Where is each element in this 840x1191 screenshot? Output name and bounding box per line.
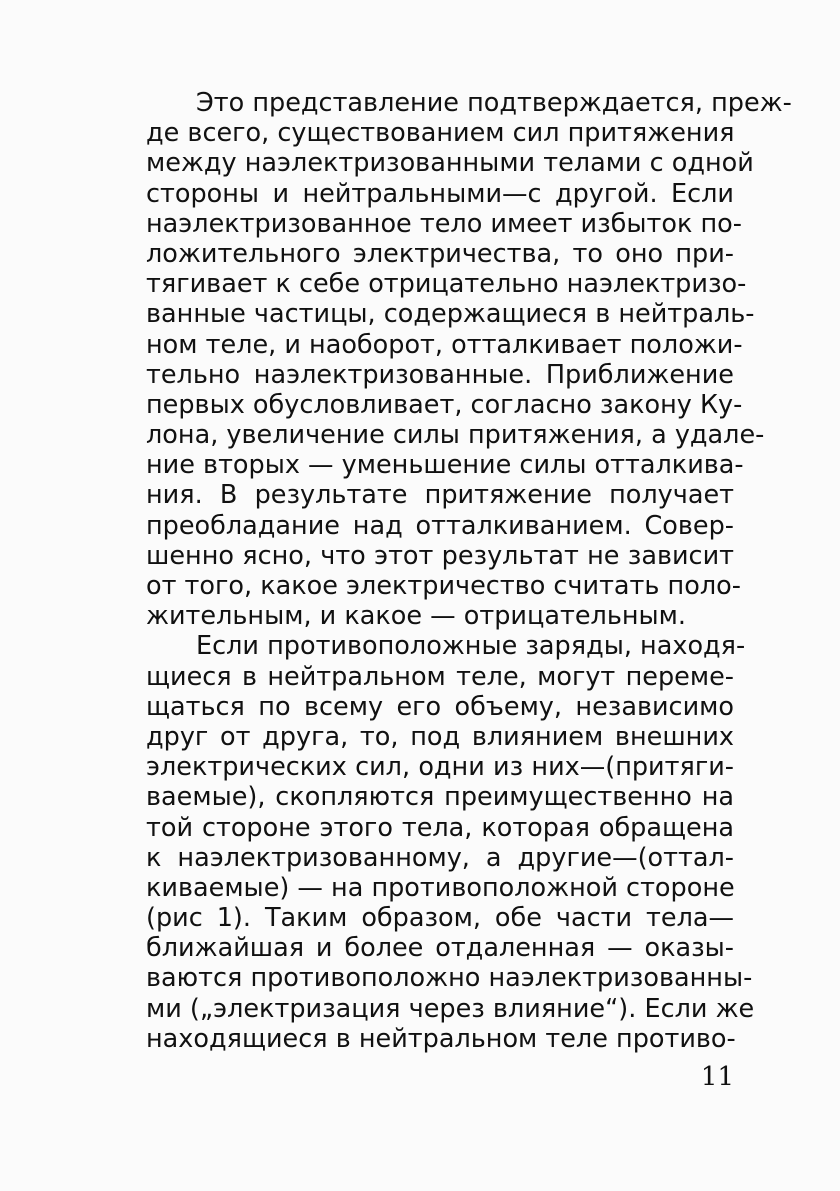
text-line: (рис 1). Таким образом, обе части тела— [146, 903, 734, 934]
text-line: ванные частицы, содержащиеся в нейтраль- [146, 299, 755, 330]
text-line: между наэлектризованными телами с одной [146, 148, 754, 179]
page-number: 11 [700, 1062, 734, 1092]
text-line: ваемые), скопляются преимущественно на [146, 782, 734, 813]
text-line: электрических сил, одни из них—(притяги- [146, 752, 734, 783]
text-line: Если противоположные заряды, находя- [196, 631, 746, 662]
text-line: ном теле, и наоборот, отталкивает положи- [146, 329, 743, 360]
text-line: шенно ясно, что этот результат не зависит [146, 540, 734, 571]
paragraph-2 [146, 631, 755, 1054]
text-line: первых обусловливает, согласно закону Ку- [146, 389, 743, 420]
body-text [146, 88, 792, 1054]
text-line: щаться по всему его объему, независимо [146, 691, 734, 722]
text-line: друг от друга, то, под влиянием внешних [146, 721, 734, 752]
text-line: той стороне этого тела, которая обращена [146, 812, 734, 843]
text-line: де всего, существованием сил притяжения [146, 118, 735, 149]
text-line: киваемые) — на противоположной стороне [146, 872, 735, 903]
text-line: ние вторых — уменьшение силы отталкива- [146, 450, 744, 481]
text-line: от того, какое электричество считать поло- [146, 571, 741, 601]
text-line: тягивает к себе отрицательно наэлектризо- [146, 269, 747, 300]
text-line: тельно наэлектризованные. Приближение [146, 359, 734, 390]
text-line: преобладание над отталкиванием. Совер- [146, 510, 734, 541]
text-line: наэлектризованное тело имеет избыток по- [146, 208, 742, 239]
text-line: лона, увеличение силы притяжения, а удале- [146, 420, 765, 451]
text-line: ваются противоположно наэлектризованны- [146, 963, 753, 994]
text-line: ложительного электричества, то оно при- [146, 238, 734, 269]
text-line: Это представление подтверждается, преж- [196, 88, 792, 118]
paragraph-1 [146, 88, 792, 632]
text-line: ми („электризация через влияние“). Если же [146, 993, 755, 1024]
text-line: ния. В результате притяжение получает [146, 480, 734, 511]
text-line: ближайшая и более отдаленная — оказы- [146, 933, 734, 964]
text-line: стороны и нейтральными—с другой. Если [146, 178, 734, 209]
text-line: находящиеся в нейтральном теле противо- [146, 1023, 736, 1054]
text-line: к наэлектризованному, а другие—(оттал- [146, 842, 734, 873]
text-line: щиеся в нейтральном теле, могут переме- [146, 661, 734, 692]
text-line: жительным, и какое — отрицательным. [146, 601, 686, 632]
